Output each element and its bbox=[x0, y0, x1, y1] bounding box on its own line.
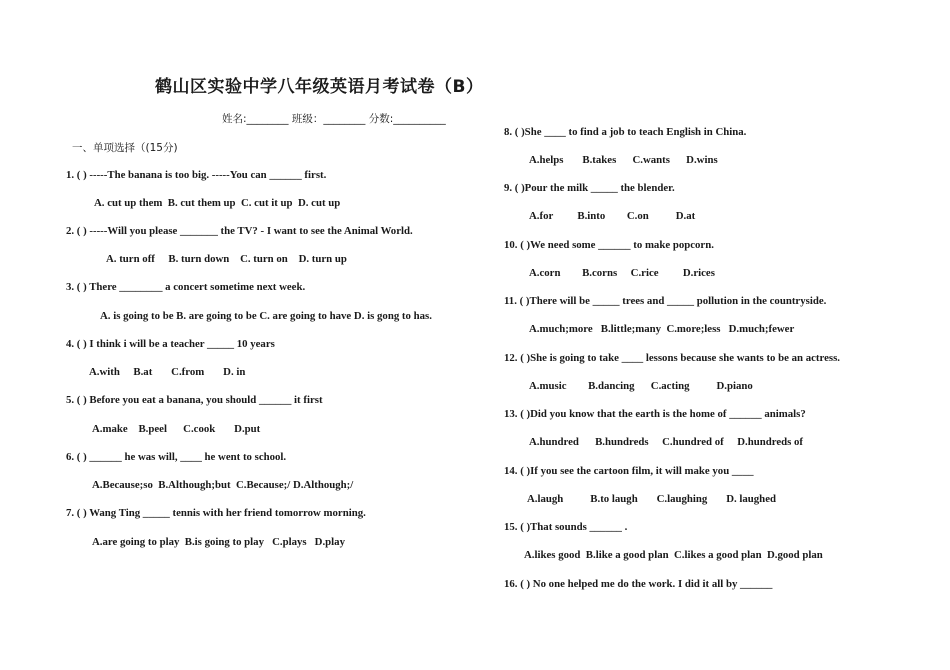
question-3-options: A. is going to be B. are going to be C. are going to have D. is gong to has. bbox=[100, 310, 432, 322]
question-3-stem: 3. ( ) There ________ a concert sometime next week. bbox=[66, 281, 306, 293]
question-8-options: A.helps B.takes C.wants D.wins bbox=[529, 154, 718, 166]
question-11-options: A.much;more B.little;many C.more;less D.much;fewer bbox=[529, 323, 795, 335]
question-15-options: A.likes good B.like a good plan C.likes a good plan D.good plan bbox=[524, 549, 823, 561]
question-11-stem: 11. ( )There will be _____ trees and _____ pollution in the countryside. bbox=[504, 295, 827, 307]
question-9-options: A.for B.into C.on D.at bbox=[529, 210, 696, 222]
question-10-options: A.corn B.corns C.rice D.rices bbox=[529, 267, 715, 279]
question-4-stem: 4. ( ) I think i will be a teacher _____ 10 years bbox=[66, 338, 275, 350]
question-6-options: A.Because;so B.Although;but C.Because;/ D.Although;/ bbox=[92, 479, 354, 491]
question-2-options: A. turn off B. turn down C. turn on D. turn up bbox=[106, 253, 347, 265]
question-14-options: A.laugh B.to laugh C.laughing D. laughed bbox=[527, 493, 776, 505]
question-5-options: A.make B.peel C.cook D.put bbox=[92, 423, 261, 435]
question-1-options: A. cut up them B. cut them up C. cut it up D. cut up bbox=[94, 197, 341, 209]
question-9-stem: 9. ( )Pour the milk _____ the blender. bbox=[504, 182, 675, 194]
question-12-options: A.music B.dancing C.acting D.piano bbox=[529, 380, 753, 392]
question-16-stem: 16. ( ) No one helped me do the work. I did it all by ______ bbox=[504, 578, 773, 590]
question-8-stem: 8. ( )She ____ to find a job to teach English in China. bbox=[504, 126, 747, 138]
section-heading-multiple-choice: 一、单项选择（(15分) bbox=[72, 142, 178, 154]
question-4-options: A.with B.at C.from D. in bbox=[89, 366, 246, 378]
question-1-stem: 1. ( ) -----The banana is too big. -----You can ______ first. bbox=[66, 169, 327, 181]
question-7-stem: 7. ( ) Wang Ting _____ tennis with her friend tomorrow morning. bbox=[66, 507, 366, 519]
question-10-stem: 10. ( )We need some ______ to make popcorn. bbox=[504, 239, 714, 251]
question-13-options: A.hundred B.hundreds C.hundred of D.hundreds of bbox=[529, 436, 804, 448]
question-14-stem: 14. ( )If you see the cartoon film, it will make you ____ bbox=[504, 465, 754, 477]
question-5-stem: 5. ( ) Before you eat a banana, you should ______ it first bbox=[66, 394, 323, 406]
question-6-stem: 6. ( ) ______ he was will, ____ he went to school. bbox=[66, 451, 287, 463]
question-12-stem: 12. ( )She is going to take ____ lessons because she wants to be an actress. bbox=[504, 352, 841, 364]
question-15-stem: 15. ( )That sounds ______ . bbox=[504, 521, 628, 533]
question-2-stem: 2. ( ) -----Will you please _______ the TV? - I want to see the Animal World. bbox=[66, 225, 413, 237]
student-info-line: 姓名:________ 班级：________ 分数:__________ bbox=[222, 113, 446, 125]
exam-title: 鹤山区实验中学八年级英语月考试卷（B） bbox=[155, 77, 484, 97]
question-7-options: A.are going to play B.is going to play C.plays D.play bbox=[92, 536, 345, 548]
question-13-stem: 13. ( )Did you know that the earth is the home of ______ animals? bbox=[504, 408, 806, 420]
